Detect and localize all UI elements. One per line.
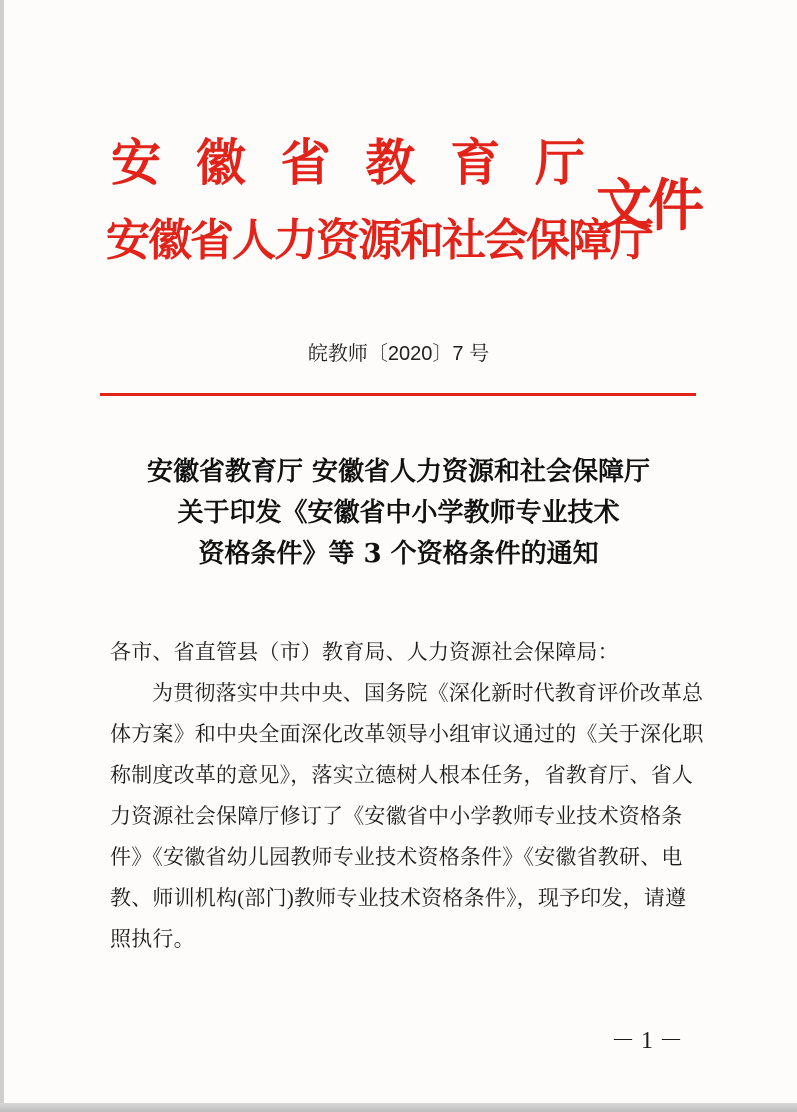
title-line: 安徽省教育厅 安徽省人力资源和社会保障厅 bbox=[146, 457, 651, 487]
body-line: 件》《安徽省幼儿园教师专业技术资格条件》《安徽省教研、电 bbox=[110, 845, 683, 869]
body-line: 照执行。 bbox=[110, 927, 195, 951]
document-body bbox=[110, 632, 704, 960]
issuing-department-1 bbox=[108, 128, 588, 198]
dept1-char: 省 bbox=[280, 133, 331, 192]
body-line: 教、师训机构(部门)教师专业技术资格条件》，现予印发，请遵 bbox=[110, 886, 687, 910]
dept1-char: 育 bbox=[450, 133, 501, 192]
title-line: 关于印发《安徽省中小学教师专业技术 bbox=[177, 498, 620, 528]
page-number: － 1 － bbox=[611, 1028, 683, 1054]
document-type-label: 文件 bbox=[596, 173, 700, 239]
body-line: 为贯彻落实中共中央、国务院《深化新时代教育评价改革总 bbox=[152, 681, 704, 705]
issuing-department-2: 安徽省人力资源和社会保障厅 bbox=[106, 215, 652, 266]
body-line: 体方案》和中央全面深化改革领导小组审议通过的《关于深化职 bbox=[110, 722, 704, 746]
dept1-char: 徽 bbox=[195, 133, 246, 192]
document-number: 皖教师〔2020〕7 号 bbox=[307, 343, 490, 365]
dept1-char: 教 bbox=[365, 133, 416, 192]
salutation: 各市、省直管县（市）教育局、人力资源社会保障局： bbox=[110, 640, 619, 664]
dept1-char: 安 bbox=[111, 133, 161, 192]
scan-edge-bottom bbox=[0, 1103, 797, 1112]
body-line: 力资源社会保障厅修订了《安徽省中小学教师专业技术资格条 bbox=[110, 804, 683, 828]
dept1-char: 厅 bbox=[534, 133, 585, 192]
document-title bbox=[0, 452, 797, 575]
title-line: 资格条件》等 3 个资格条件的通知 bbox=[198, 539, 599, 569]
red-header bbox=[0, 0, 797, 310]
red-divider-line bbox=[100, 393, 696, 396]
body-line: 称制度改革的意见》，落实立德树人根本任务，省教育厅、省人 bbox=[110, 763, 694, 787]
